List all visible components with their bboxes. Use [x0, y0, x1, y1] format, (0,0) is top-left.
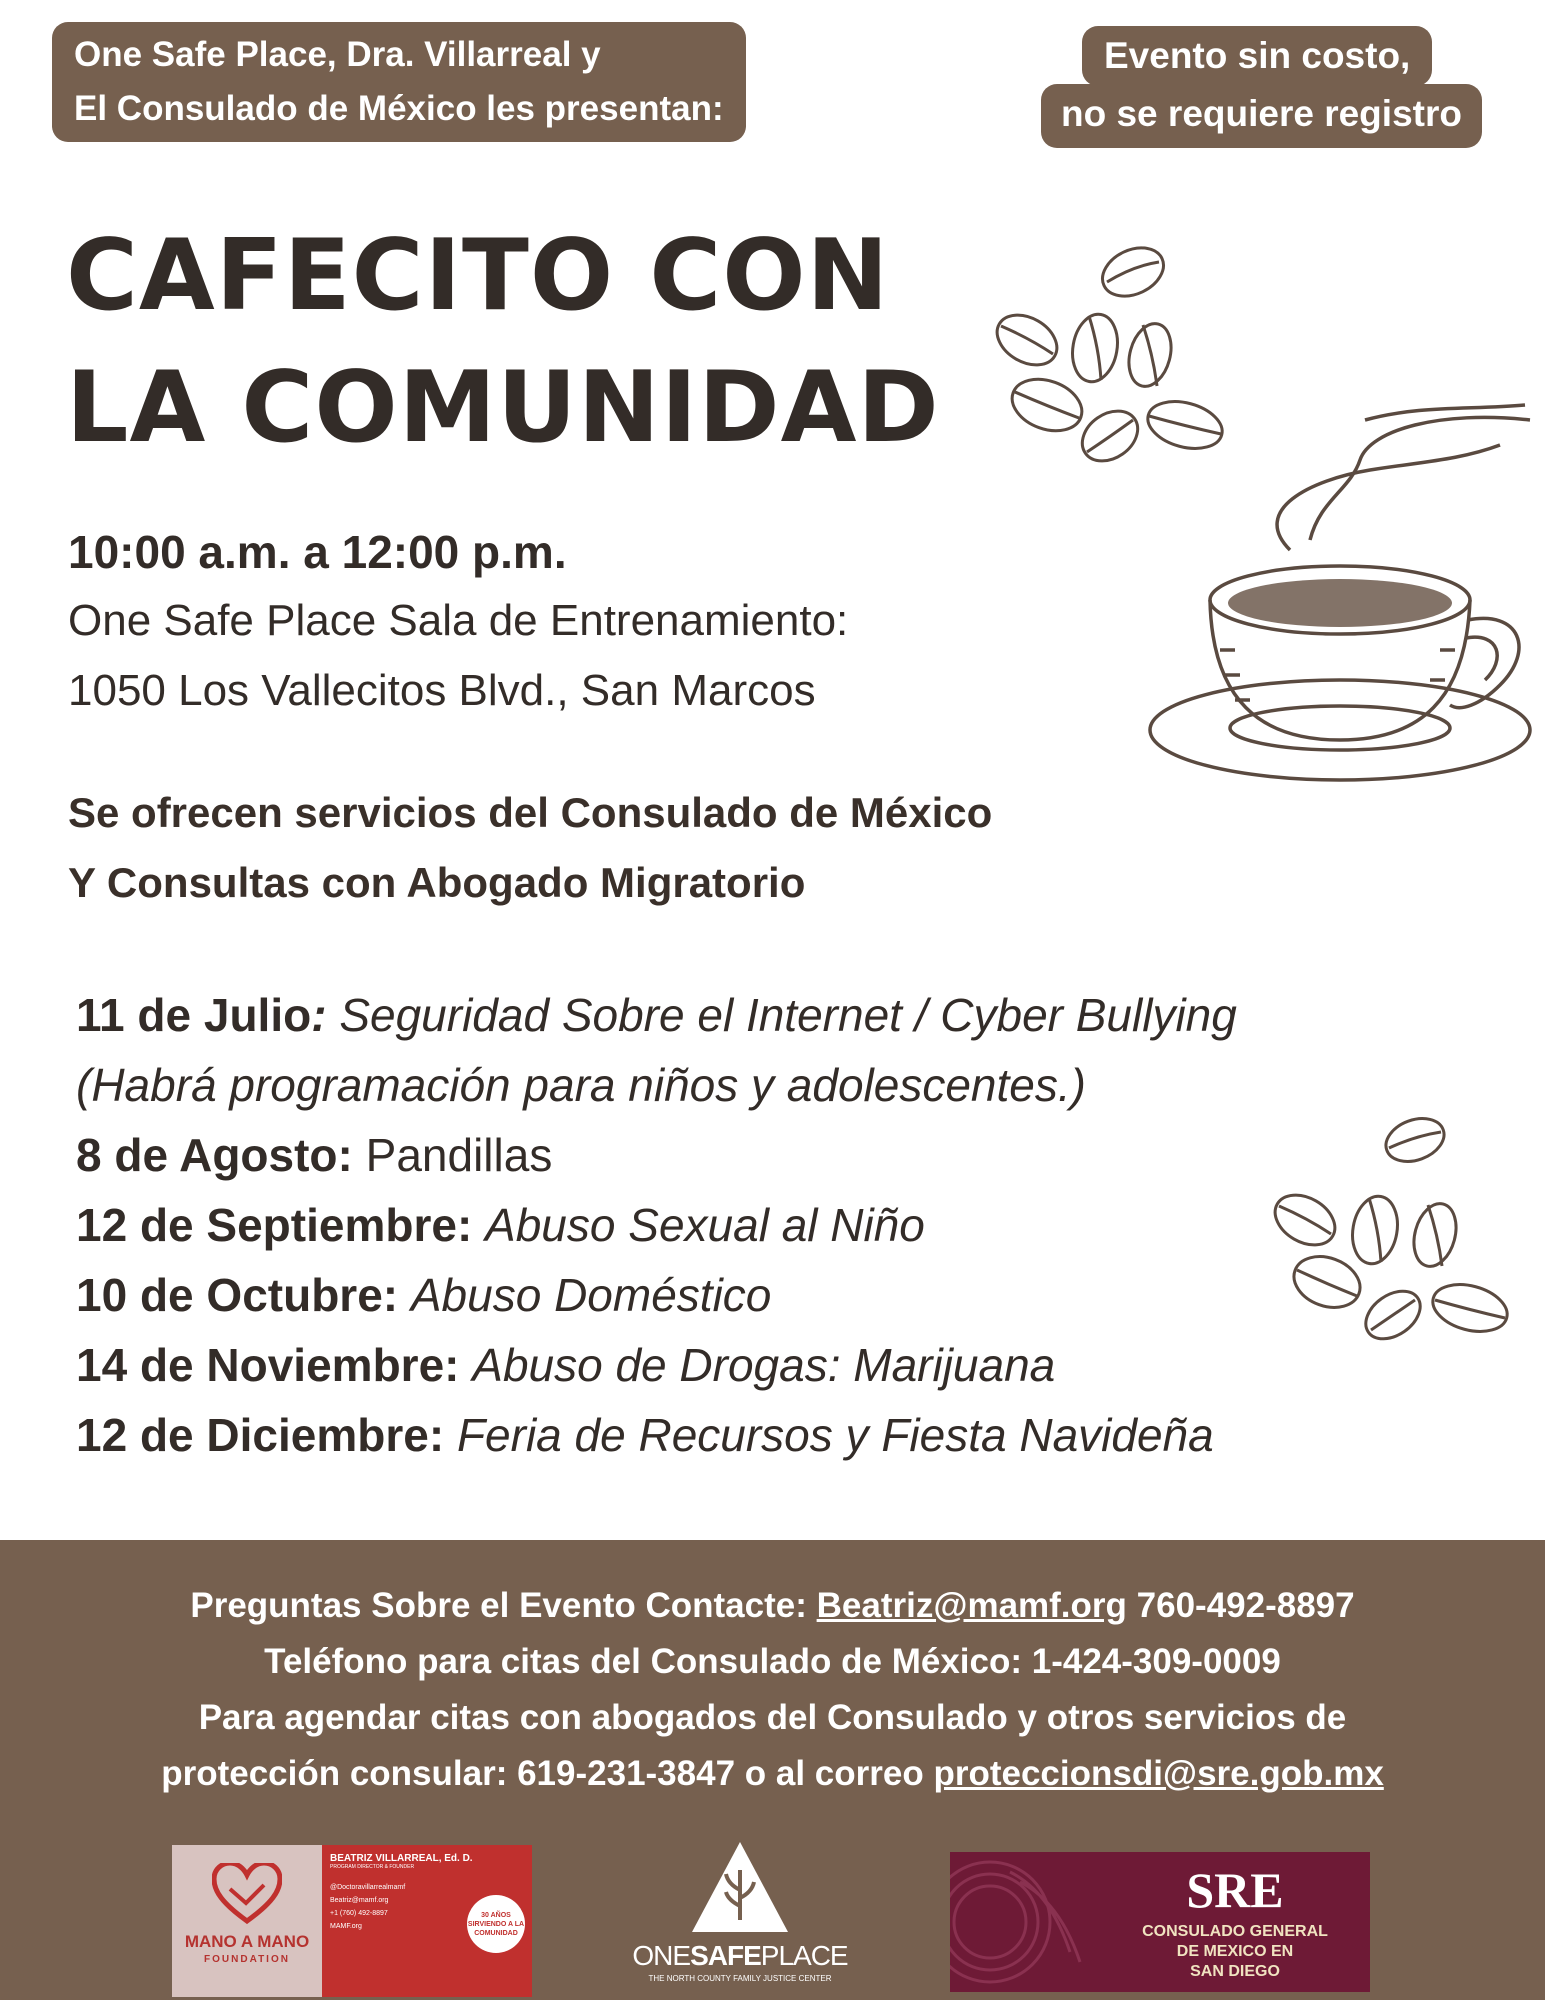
schedule-topic: Abuso Doméstico	[410, 1269, 772, 1321]
schedule-topic: Abuso Sexual al Niño	[485, 1199, 925, 1251]
schedule-note-text: (Habrá programación para niños y adolescentes.)	[76, 1059, 1086, 1111]
mano-role: PROGRAM DIRECTOR & FOUNDER	[330, 1864, 415, 1870]
sre-line-2: DE MEXICO EN	[1176, 1943, 1294, 1960]
presenters-line-1: One Safe Place, Dra. Villarreal y	[74, 35, 601, 74]
mano-social: @Doctoravillarrealmamf	[330, 1884, 406, 1891]
schedule-separator	[353, 1129, 366, 1181]
osp-place: PLACE	[760, 1940, 848, 1971]
schedule-date: 11 de Julio	[76, 989, 312, 1041]
free-line-2: no se requiere registro	[1061, 93, 1462, 134]
contact-footer	[0, 1540, 1545, 2000]
sre-consulate-logo	[950, 1852, 1370, 1992]
schedule-separator	[459, 1339, 472, 1391]
schedule-topic: Abuso de Drogas: Marijuana	[472, 1339, 1056, 1391]
coffee-bean-icon	[1407, 1199, 1462, 1271]
schedule-item	[76, 980, 1237, 1050]
schedule-item	[76, 1190, 1237, 1260]
coffee-bean-icon	[1287, 1248, 1367, 1316]
lawyers-contact-label: protección consular: 619-231-3847 o al correo	[161, 1754, 934, 1793]
mano-badge: 30 AÑOS SIRVIENDO A LA COMUNIDAD	[467, 1895, 525, 1953]
coffee-bean-icon	[988, 305, 1065, 375]
coffee-bean-icon	[1067, 311, 1122, 386]
schedule-date: 8 de Agosto:	[76, 1129, 353, 1181]
event-info	[68, 518, 848, 726]
schedule-separator	[398, 1269, 411, 1321]
lawyers-line-2	[0, 1746, 1545, 1802]
sre-line-3: SAN DIEGO	[1190, 1963, 1280, 1980]
services-line-1: Se ofrecen servicios del Consulado de México	[68, 789, 993, 836]
schedule-separator	[444, 1409, 457, 1461]
schedule-topic: Feria de Recursos y Fiesta Navideña	[456, 1409, 1214, 1461]
title-line-1: CAFECITO CON	[66, 219, 890, 333]
mano-foundation: FOUNDATION	[204, 1954, 290, 1965]
coffee-bean-icon	[1005, 370, 1089, 440]
event-venue: One Safe Place Sala de Entrenamiento:	[68, 596, 849, 645]
coffee-bean-icon	[1266, 1185, 1343, 1255]
sre-acronym: SRE	[1186, 1862, 1284, 1918]
schedule-item	[76, 1400, 1237, 1470]
triangle-logo-icon	[690, 1840, 790, 1935]
coffee-bean-icon	[1122, 319, 1177, 391]
mano-phone: +1 (760) 492-8897	[330, 1910, 388, 1917]
schedule-date: 10 de Octubre:	[76, 1269, 399, 1321]
schedule-topic: Pandillas	[365, 1129, 553, 1181]
services-offered	[68, 778, 992, 918]
schedule-item	[76, 1260, 1237, 1330]
event-time: 10:00 a.m. a 12:00 p.m.	[68, 526, 567, 578]
osp-one: ONE	[632, 1940, 691, 1971]
schedule-item	[76, 1120, 1237, 1190]
presenters-badge	[52, 22, 746, 142]
one-safe-place-logo	[630, 1840, 850, 1995]
event-contact-phone: 760-492-8897	[1126, 1586, 1355, 1625]
presenters-line-2: El Consulado de México les presentan:	[74, 89, 724, 128]
contact-info	[0, 1578, 1545, 1802]
schedule-date: 12 de Septiembre:	[76, 1199, 473, 1251]
title-line-2: LA COMUNIDAD	[66, 351, 940, 465]
sre-line-1: CONSULADO GENERAL	[1142, 1923, 1328, 1940]
event-address: 1050 Los Vallecitos Blvd., San Marcos	[68, 666, 816, 715]
free-event-badge-line-2	[1041, 84, 1482, 148]
coffee-bean-icon	[1347, 1193, 1402, 1268]
mano-a-mano-logo	[172, 1845, 532, 1997]
coffee-bean-icon	[1073, 401, 1147, 470]
mano-web: MAMF.org	[330, 1923, 362, 1930]
coffee-bean-icon	[1095, 240, 1172, 305]
mano-name: MANO A MANO	[184, 1932, 310, 1951]
coffee-bean-icon	[1428, 1277, 1513, 1339]
osp-tagline: THE NORTH COUNTY FAMILY JUSTICE CENTER	[648, 1974, 832, 1983]
event-contact-email-link[interactable]: Beatriz@mamf.org	[816, 1586, 1127, 1625]
osp-safe: SAFE	[690, 1940, 761, 1971]
schedule-note	[76, 1050, 1237, 1120]
schedule-item	[76, 1330, 1237, 1400]
schedule-separator	[472, 1199, 485, 1251]
event-title	[66, 210, 940, 474]
coffee-cup-illustration	[1140, 400, 1540, 800]
mano-email: Beatriz@mamf.org	[330, 1897, 389, 1904]
schedule-date: 12 de Diciembre:	[76, 1409, 445, 1461]
schedule-separator: :	[311, 989, 340, 1041]
mano-person: BEATRIZ VILLARREAL, Ed. D.	[330, 1853, 473, 1864]
consulate-phone-line: Teléfono para citas del Consulado de México: 1-424-309-0009	[264, 1642, 1281, 1681]
event-contact-line	[0, 1578, 1545, 1634]
schedule-date: 14 de Noviembre:	[76, 1339, 460, 1391]
coffee-bean-icon	[1357, 1281, 1429, 1348]
coffee-bean-icon	[1380, 1111, 1450, 1169]
protection-email-link[interactable]: proteccionsdi@sre.gob.mx	[933, 1754, 1384, 1793]
coffee-beans-illustration	[1265, 1110, 1515, 1350]
schedule-topic: Seguridad Sobre el Internet / Cyber Bullying	[339, 989, 1237, 1041]
free-line-1: Evento sin costo,	[1104, 35, 1411, 76]
lawyers-line-1: Para agendar citas con abogados del Consulado y otros servicios de	[198, 1698, 1347, 1737]
event-contact-label: Preguntas Sobre el Evento Contacte:	[190, 1586, 817, 1625]
heart-hands-icon	[212, 1863, 282, 1925]
event-schedule	[76, 980, 1237, 1470]
services-line-2: Y Consultas con Abogado Migratorio	[68, 859, 806, 906]
free-event-badge-line-1	[1082, 26, 1432, 86]
eagle-emblem-icon	[950, 1852, 1110, 1992]
